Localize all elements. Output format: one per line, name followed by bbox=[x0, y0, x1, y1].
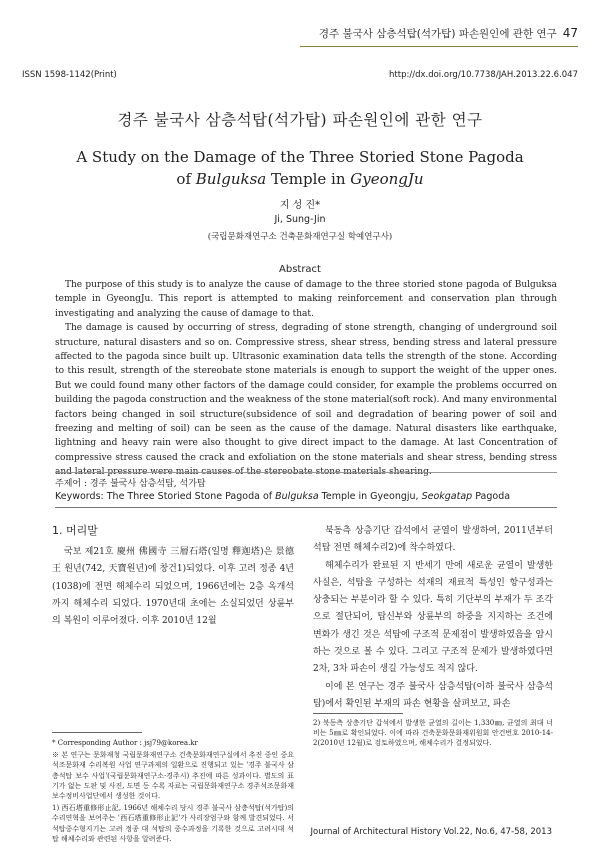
title-part: Temple in bbox=[266, 170, 351, 188]
body-paragraph: 국보 제21호 慶州 佛國寺 三層石塔(일명 釋迦塔)은 景德王 원년(742, 天寶원년)에 창건1)되었다. 이후 고려 정종 4년(1038)에 전면 해체수리 되었으며, 1966년에는 2층 옥개석까지 해체수리 되었다. 1970년대 초에는 소실되었던 상륜부의 복원이 이루어졌다. 이후 2010년 12월 bbox=[52, 547, 294, 627]
title-italic-bulguksa: Bulguksa bbox=[195, 170, 267, 188]
body-column-right bbox=[313, 523, 553, 713]
abstract-paragraph-2: The damage is caused by occurring of stress, degrading of stone strength, changing of underground soil structure, natural disasters and so on. Compressive stress, shear stress, bending stress and lateral pressure affected to the pagoda since built up. Ultrasonic examination data tells the strength of the stone. According to this result, strength of the stereobate stone materials is enough to support the weight of the upper ones. But we could found many other factors of the damage could consider, for example the problems occurred on building the pagoda construction and the weakness of the stone material(soft rock). And many environmental factors being changed in soil structure(subsidence of soil and degradation of bearing power of soil and freezing and melting of soil) can be seen as the cause of the damage. Natural disasters like earthquake, lightning and heavy rain were also thought to give direct impact to the damage. At last Concentration of compressive stress caused the crack and exfoliation on the stone materials and shear stress, bending stress and lateral pressure were main causes of the stereobate stone materials shearing. bbox=[55, 323, 557, 478]
title-italic-gyeongju: GyeongJu bbox=[350, 170, 424, 188]
english-title-line1: A Study on the Damage of the Three Storied Stone Pagoda bbox=[76, 148, 524, 166]
title-part: of bbox=[176, 170, 196, 188]
body-column-left bbox=[52, 544, 294, 630]
keywords-rule-bottom bbox=[55, 507, 557, 508]
footnotes-left bbox=[52, 738, 294, 846]
footnote-corresponding: * Corresponding Author : jsj79@korea.kr bbox=[52, 739, 198, 747]
abstract-paragraph-1: The purpose of this study is to analyze the cause of damage to the three storied stone pagoda of Bulguksa temple in GyeongJu. This report is attempted to making reinforcement and conservation plan through investigating and analyzing the cause of damage to that. bbox=[55, 280, 557, 319]
keywords-part: Pagoda bbox=[472, 491, 511, 502]
abstract-body bbox=[55, 278, 557, 480]
footnote-1: 1) 西石塔重修形止記, 1966년 해체수리 당시 경주 불국사 삼층석탑(석가탑)의 수리연혁을 보여주는 '西石塔重修形止記'가 사리장엄구와 함께 발견되었다. 서석탑중수형지기는 고려 정종 대 석탑의 중수과정을 기록한 것으로 고려시대 석탑 해체수리와 관련된 사항을 알려준다. bbox=[52, 804, 294, 843]
issn: ISSN 1598-1142(Print) bbox=[22, 70, 117, 80]
running-title-text: 경주 불국사 삼층석탑(석가탑) 파손원인에 관한 연구 bbox=[318, 28, 557, 40]
body-paragraph: 이에 본 연구는 경주 불국사 삼층석탑(이하 불국사 삼층석탑)에서 확인된 부재의 파손 현황을 살펴보고, 파손 bbox=[313, 681, 553, 709]
keywords-part: Temple in Gyeongju, bbox=[318, 491, 422, 502]
body-paragraph: 해체수리가 완료된 지 반세기 만에 새로운 균열이 발생한 사실은, 석탑을 구성하는 석재의 재료적 특성인 항구성과는 상충되는 부분이라 할 수 있다. 특히 기단부의 부재가 두 조각으로 절단되어, 탑신부와 상륜부의 하중을 지지하는 조건에 변화가 생긴 것은 석탑에 구조적 문제점이 발생하였음을 암시하는 것으로 볼 수 있다. 그리고 구조적 문제가 발생하였다면 2차, 3차 파손이 생길 가능성도 적지 않다. bbox=[313, 560, 553, 675]
english-title-line2 bbox=[0, 168, 600, 190]
korean-title: 경주 불국사 삼층석탑(석가탑) 파손원인에 관한 연구 bbox=[117, 111, 483, 129]
footnote-2: 2) 북동측 상층기단 갑석에서 발생한 균열의 길이는 1,330㎜, 균열의 최대 너비는 5㎜로 확인되었다. 이에 따라 건축문화문화재위원회 안건번호 2010-14-2(2010년 12월)로 검토하였으며, 해체수리가 결정되었다. bbox=[313, 719, 553, 748]
header-rule bbox=[300, 46, 578, 47]
author-name-korean: 지 성 진* bbox=[279, 200, 321, 211]
running-title bbox=[319, 26, 578, 41]
keywords-italic-bulguksa: Bulguksa bbox=[275, 491, 319, 502]
page-number: 47 bbox=[562, 26, 578, 40]
author-name-english: Ji, Sung-Jin bbox=[274, 214, 326, 225]
section-heading: 1. 머리말 bbox=[52, 524, 98, 537]
footnote-acknowledgement: ※ 본 연구는 문화재청 국립문화재연구소 건축문화재연구실에서 추진 중인 중요석조문화재 수리복원 사업 연구과제의 일환으로 진행되고 있는 '경주 불국사 삼층석탑 보수 사업'(국립문화재연구소·경주시) 추진에 따른 성과이다. 별도의 표기가 없는 도판 및 사진, 도면 등 수록 자료는 국립문화재연구소 경주석조문화재보수정비사업단에서 생성한 것이다. bbox=[52, 751, 294, 801]
footnote-rule-left bbox=[52, 732, 142, 733]
footnotes-right bbox=[313, 718, 553, 751]
keywords-english bbox=[55, 491, 510, 502]
keywords-italic-seokgatap: Seokgatap bbox=[421, 491, 473, 502]
body-paragraph: 북동측 상층기단 갑석에서 균열이 발생하여, 2011년부터 석탑 전면 해체수리2)에 착수하였다. bbox=[313, 526, 553, 554]
keywords-rule-top bbox=[55, 472, 557, 473]
journal-citation: Journal of Architectural History Vol.22, No.6, 47-58, 2013 bbox=[310, 827, 552, 837]
english-title bbox=[0, 146, 600, 190]
keywords-part: Keywords: The Three Storied Stone Pagoda of bbox=[55, 491, 276, 502]
author-affiliation: (국립문화재연구소 건축문화재연구실 학예연구사) bbox=[207, 232, 393, 242]
abstract-heading: Abstract bbox=[279, 264, 321, 275]
doi-link[interactable]: http://dx.doi.org/10.7738/JAH.2013.22.6.047 bbox=[389, 70, 578, 80]
keywords-korean: 주제어 : 경주 불국사 삼층석탑, 석가탑 bbox=[55, 479, 206, 489]
footnote-rule-right bbox=[313, 713, 403, 714]
